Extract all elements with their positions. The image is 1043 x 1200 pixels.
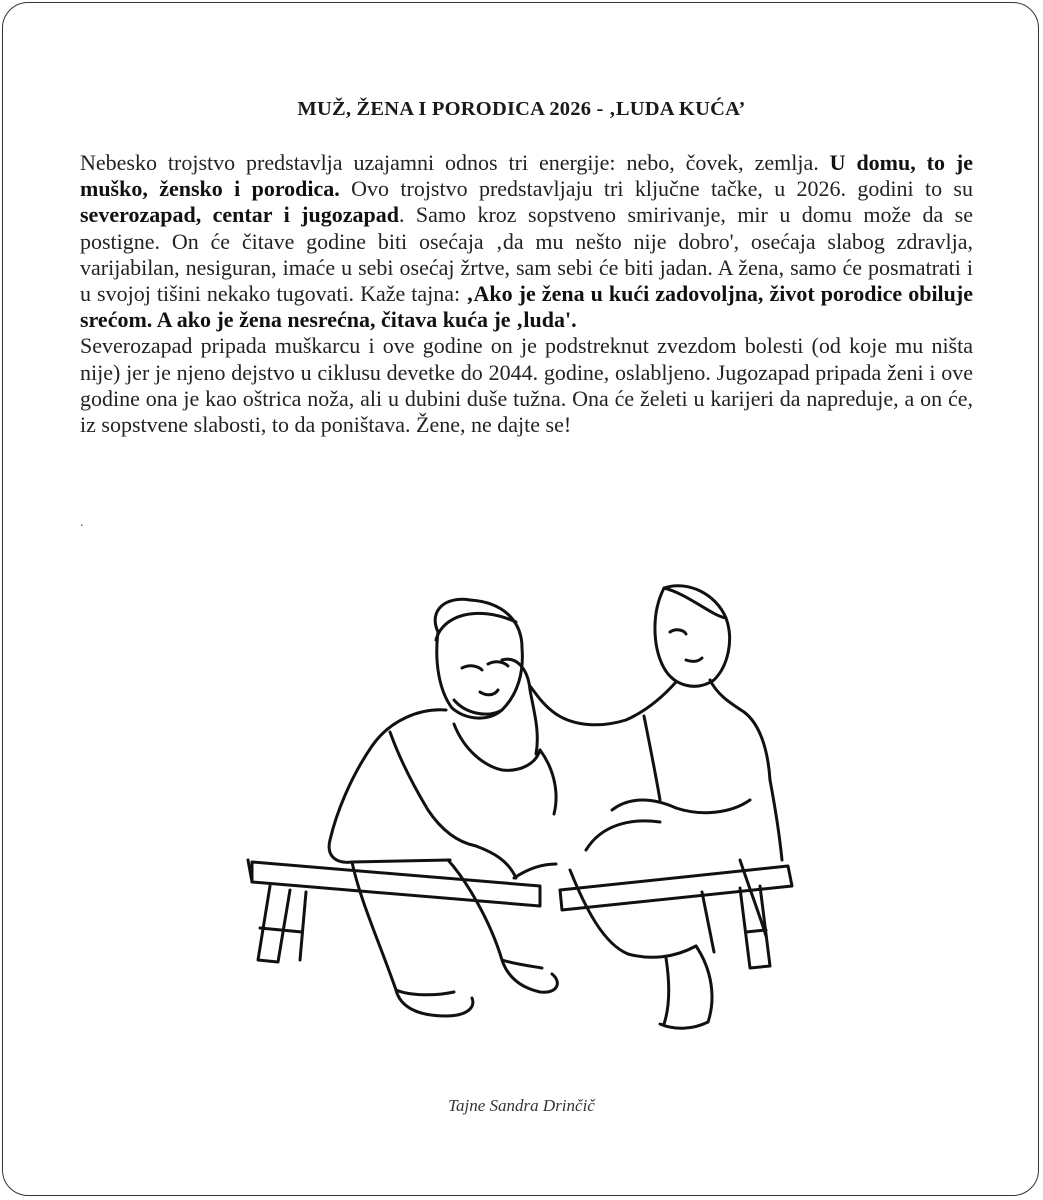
- bold-span: severozapad, centar i jugozapad: [80, 202, 399, 228]
- man-figure: [329, 599, 557, 1016]
- text-span: Ovo trojstvo predstavljaju tri ključne tačke, u 2026. godini to su: [339, 176, 973, 202]
- couple-on-bench-illustration: [240, 560, 800, 1040]
- stray-dot: .: [80, 515, 84, 530]
- bold-quote: ‚Ako je žena u kući zadovoljna, život porodice obiluje srećom. A ako je žena nesrećna, čitava kuća je ‚luda'.: [80, 281, 973, 333]
- author-signature: Tajne Sandra Drinčič: [448, 1096, 595, 1115]
- page-title: MUŽ, ŽENA I PORODICA 2026 - ‚LUDA KUĆA’: [297, 98, 746, 120]
- text-span: Nebesko trojstvo predstavlja uzajamni odnos tri energije: nebo, čovek, zemlja.: [80, 150, 830, 175]
- text-span: . Samo kroz sopstveno smirivanje, mir u domu može da se postigne. On će čitave godine biti osećaja ‚da mu nešto nije dobro', osećaja slabog zdravlja, varijabilan, nesiguran, imaće u sebi osećaj žrtve, sam sebi će biti jadan. A žena, samo će posmatrati i u svojoj tišini nekako tugovati. Kaže tajna:: [80, 202, 974, 307]
- woman-figure: [530, 586, 782, 1029]
- article-body: [80, 150, 973, 438]
- paragraph-intro: [80, 150, 973, 333]
- bold-span: U domu, to je muško, žensko i porodica.: [80, 150, 973, 202]
- bench: [248, 860, 792, 968]
- paragraph-directions: Severozapad pripada muškarcu i ove godine on je podstreknut zvezdom bolesti (od koje mu ništa nije) jer je njeno dejstvo u ciklusu devetke do 2044. godine, oslabljeno. Jugozapad pripada ženi i ove godine ona je kao oštrica noža, ali u dubini duše tužna. Ona će želeti u karijeri da napreduje, a on će, iz sopstvene slabosti, to da poništava. Žene, ne dajte se!: [80, 333, 973, 438]
